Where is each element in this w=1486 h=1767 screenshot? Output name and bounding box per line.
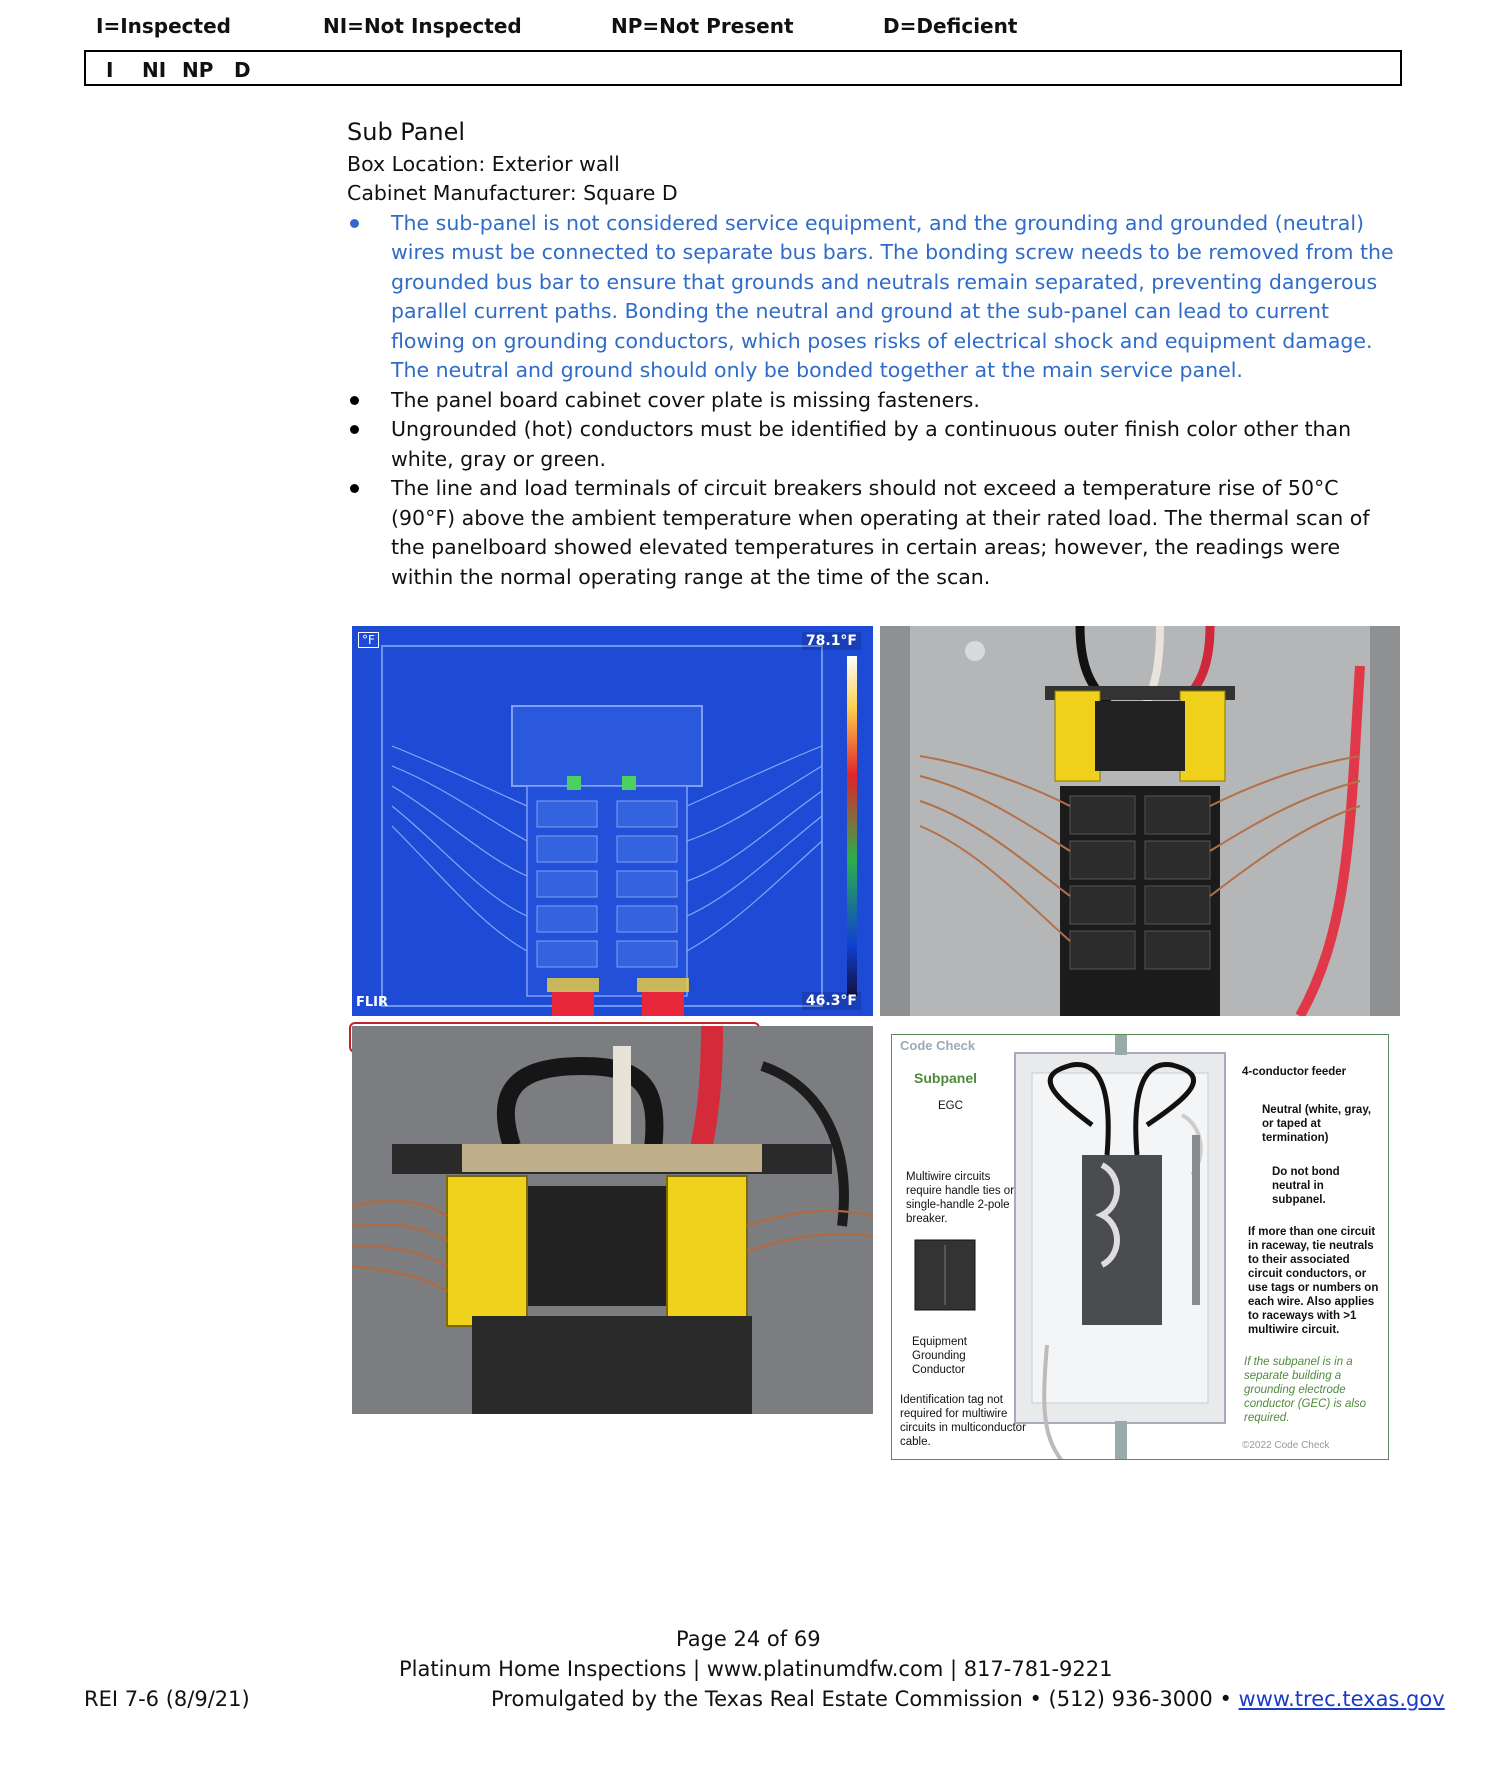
diagram-gec-note: If the subpanel is in a separate building a grounding electrode conductor (GEC) is also required.	[1244, 1356, 1367, 1424]
finding-item	[347, 209, 1397, 386]
finding-item	[347, 474, 1397, 592]
promulgated-text	[491, 1687, 1445, 1711]
finding-item	[347, 386, 1397, 416]
checkbox-header	[84, 50, 1402, 86]
closeup-photo-graphic	[352, 1026, 873, 1414]
company-info: Platinum Home Inspections | www.platinumdfw.com | 817-781-9221	[399, 1657, 1113, 1681]
page-number: Page 24 of 69	[676, 1627, 821, 1651]
legend-deficient: D=Deficient	[883, 14, 1018, 38]
finding-text: The line and load terminals of circuit breakers should not exceed a temperature rise of 50°C (90°F) above the ambient temperature when operating at their rated load. The thermal scan of the panelboard showed elevated temperatures in certain areas; however, the readings were within the normal operating range at the time of the scan.	[391, 476, 1370, 589]
finding-text: Ungrounded (hot) conductors must be identified by a continuous outer finish color other than white, gray or green.	[391, 417, 1352, 471]
thermal-image	[352, 626, 873, 1016]
code-check-logo: Code Check	[900, 1038, 976, 1053]
header-i: I	[106, 58, 114, 82]
bullet-dot	[350, 219, 359, 228]
closeup-photo	[352, 1026, 873, 1414]
diagram-multiwire-label: Multiwire circuits require handle ties or single-handle 2-pole breaker.	[906, 1171, 1015, 1225]
form-id: REI 7-6 (8/9/21)	[84, 1687, 250, 1711]
finding-item	[347, 415, 1397, 474]
finding-text: The sub-panel is not considered service equipment, and the grounding and grounded (neutral) wires must be connected to separate bus bars. The bonding screw needs to be removed from the grounded bus bar to ensure that grounds and neutrals remain separated, preventing dangerous parallel current paths. Bonding the neutral and ground at the sub-panel can lead to current flowing on grounding conductors, which poses risks of electrical shock and equipment damage. The neutral and ground should only be bonded together at the main service panel.	[391, 210, 1394, 382]
code-check-diagram	[891, 1034, 1389, 1460]
legend-row	[0, 14, 1486, 44]
legend-not-inspected: NI=Not Inspected	[323, 14, 522, 38]
finding-text: The panel board cabinet cover plate is missing fasteners.	[391, 387, 980, 412]
section-title: Sub Panel	[347, 118, 466, 146]
diagram-id-tag-label: Identification tag not required for multiwire circuits in multiconductor cable.	[900, 1394, 1026, 1448]
legend-not-present: NP=Not Present	[611, 14, 794, 38]
thermal-graphic	[352, 626, 873, 1016]
flir-logo: FLIR	[356, 995, 389, 1010]
thermal-unit: °F	[358, 632, 379, 648]
cabinet-manufacturer: Cabinet Manufacturer: Square D	[347, 181, 678, 205]
diagram-neutral-label: Neutral (white, gray, or taped at termination)	[1262, 1104, 1372, 1144]
trec-link[interactable]: www.trec.texas.gov	[1238, 1687, 1445, 1711]
header-np: NP	[182, 58, 214, 82]
bullet-dot	[350, 425, 359, 434]
diagram-title: Subpanel	[914, 1070, 978, 1086]
bullet-dot	[350, 484, 359, 493]
diagram-copyright: ©2022 Code Check	[1242, 1440, 1330, 1451]
header-ni: NI	[142, 58, 167, 82]
bullet-dot	[350, 396, 359, 405]
promulgated-label: Promulgated by the Texas Real Estate Commission • (512) 936-3000 •	[491, 1687, 1232, 1711]
thermal-max-temp: 78.1°F	[802, 632, 861, 650]
panel-photo	[880, 626, 1400, 1016]
box-location: Box Location: Exterior wall	[347, 151, 620, 176]
findings-list	[347, 209, 1397, 593]
diagram-do-not-bond-label: Do not bond neutral in subpanel.	[1272, 1166, 1340, 1206]
diagram-egc-full-label: Equipment Grounding Conductor	[912, 1336, 967, 1376]
diagram-raceway-label: If more than one circuit in raceway, tie neutrals to their associated circuit conductors, or use tags or numbers on each wire. Also applies to raceways with >1 multiwire circuit.	[1248, 1226, 1379, 1336]
legend-inspected: I=Inspected	[96, 14, 231, 38]
diagram-feeder-label: 4-conductor feeder	[1242, 1066, 1347, 1078]
diagram-egc-label: EGC	[938, 1100, 963, 1112]
panel-photo-graphic	[880, 626, 1400, 1016]
thermal-min-temp: 46.3°F	[802, 992, 861, 1010]
header-d: D	[234, 58, 251, 82]
sub-panel-section	[347, 118, 1397, 592]
